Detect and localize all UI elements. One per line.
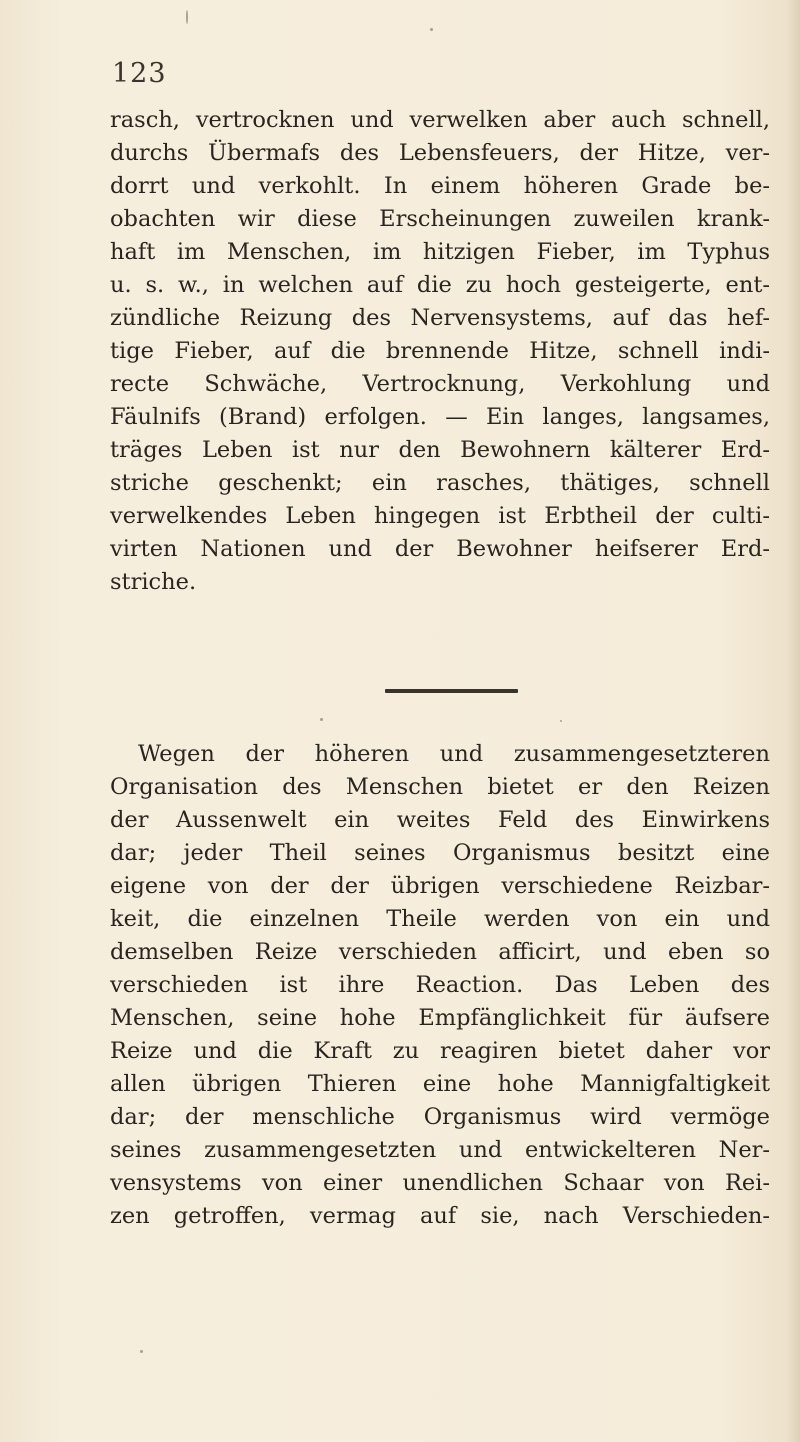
text-line: Wegen der höheren und zusammengesetzteren xyxy=(138,741,770,767)
text-line: striche. xyxy=(110,569,197,595)
text-line: Menschen, seine hohe Empfänglichkeit für äufsere xyxy=(110,1005,770,1031)
paper-speck xyxy=(320,718,323,721)
text-line: zen getroffen, vermag auf sie, nach Verschieden- xyxy=(110,1203,770,1229)
text-line: Organisation des Menschen bietet er den Reizen xyxy=(110,774,770,800)
text-line: durchs Übermafs des Lebensfeuers, der Hitze, ver- xyxy=(110,140,770,166)
text-line: striche geschenkt; ein rasches, thätiges, schnell xyxy=(110,470,770,496)
text-line: zündliche Reizung des Nervensystems, auf das hef- xyxy=(110,305,770,331)
section-divider xyxy=(385,689,518,693)
text-line: allen übrigen Thieren eine hohe Mannigfaltigkeit xyxy=(110,1071,770,1097)
text-line: verschieden ist ihre Reaction. Das Leben des xyxy=(110,972,770,998)
page-edge-shadow xyxy=(786,0,800,1442)
text-line: Fäulnifs (Brand) erfolgen. — Ein langes, langsames, xyxy=(110,404,770,430)
text-line: haft im Menschen, im hitzigen Fieber, im Typhus xyxy=(110,239,770,265)
text-line: dar; jeder Theil seines Organismus besitzt eine xyxy=(110,840,770,866)
text-line: der Aussenwelt ein weites Feld des Einwirkens xyxy=(110,807,770,833)
text-line: eigene von der der übrigen verschiedene Reizbar- xyxy=(110,873,770,899)
text-line: u. s. w., in welchen auf die zu hoch gesteigerte, ent- xyxy=(110,272,770,298)
text-line: obachten wir diese Erscheinungen zuweilen krank- xyxy=(110,206,770,232)
paper-speck xyxy=(430,28,433,31)
text-line: keit, die einzelnen Theile werden von ein und xyxy=(110,906,770,932)
text-line: vensystems von einer unendlichen Schaar von Rei- xyxy=(110,1170,770,1196)
text-line: tige Fieber, auf die brennende Hitze, schnell indi- xyxy=(110,338,770,364)
text-line: träges Leben ist nur den Bewohnern kälterer Erd- xyxy=(110,437,770,463)
text-line: virten Nationen und der Bewohner heifserer Erd- xyxy=(110,536,770,562)
text-line: dar; der menschliche Organismus wird vermöge xyxy=(110,1104,770,1130)
text-line: Reize und die Kraft zu reagiren bietet daher vor xyxy=(110,1038,770,1064)
paper-speck xyxy=(186,10,188,24)
text-line: dorrt und verkohlt. In einem höheren Grade be- xyxy=(110,173,770,199)
text-line: recte Schwäche, Vertrocknung, Verkohlung und xyxy=(110,371,770,397)
page-number: 123 xyxy=(112,58,167,89)
paragraph-2 xyxy=(110,738,770,1233)
text-line: rasch, vertrocknen und verwelken aber auch schnell, xyxy=(110,107,770,133)
paper-speck xyxy=(140,1350,143,1353)
text-line: demselben Reize verschieden afficirt, und eben so xyxy=(110,939,770,965)
text-line: seines zusammengesetzten und entwickelteren Ner- xyxy=(110,1137,770,1163)
text-line: verwelkendes Leben hingegen ist Erbtheil der culti- xyxy=(110,503,770,529)
paragraph-1 xyxy=(110,104,770,599)
paper-speck xyxy=(560,720,562,722)
